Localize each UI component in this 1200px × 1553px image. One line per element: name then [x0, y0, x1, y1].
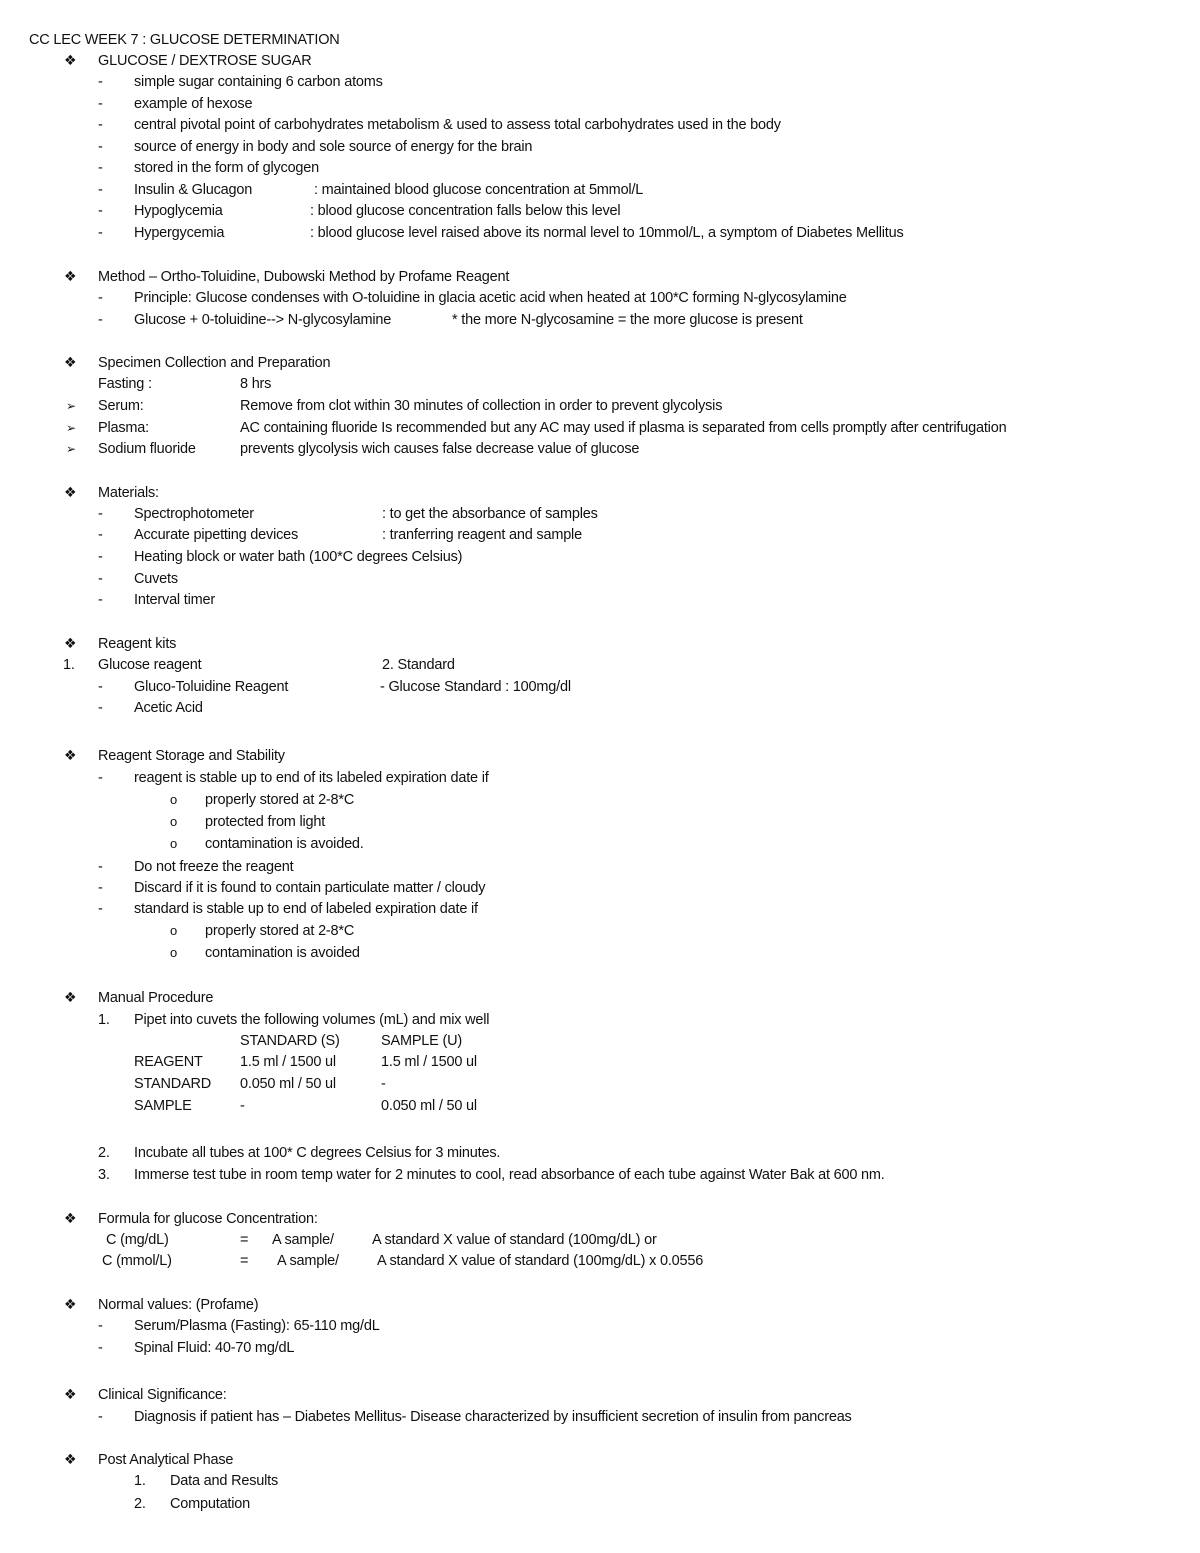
material-desc: : to get the absorbance of samples	[382, 506, 598, 522]
diamond-bullet-icon: ❖	[64, 52, 77, 68]
formula-numerator: A sample/	[272, 1232, 334, 1248]
glucose-item: simple sugar containing 6 carbon atoms	[134, 74, 383, 90]
method-reaction: Glucose + 0-toluidine--> N-glycosylamine	[134, 312, 392, 328]
dash-bullet-icon: -	[98, 679, 103, 695]
definition-text: : blood glucose level raised above its normal level to 10mmol/L, a symptom of Diabetes Mellitus	[310, 225, 904, 241]
formula-rest: A standard X value of standard (100mg/dL) or	[372, 1232, 657, 1248]
arrow-bullet-icon: ➢	[66, 399, 76, 413]
definition-term: Hypergycemia	[134, 225, 225, 241]
table-row-label: REAGENT	[134, 1054, 203, 1070]
step-text: Pipet into cuvets the following volumes (mL) and mix well	[134, 1012, 490, 1028]
arrow-bullet-icon: ➢	[66, 442, 76, 456]
specimen-text: AC containing fluoride Is recommended but any AC may used if plasma is separated from cells promptly after centrifugation	[240, 420, 1007, 436]
definition-text: : maintained blood glucose concentration at 5mmol/L	[314, 182, 644, 198]
glucose-item: stored in the form of glycogen	[134, 160, 320, 176]
table-header: SAMPLE (U)	[381, 1033, 462, 1049]
section-heading-materials: Materials:	[98, 485, 159, 501]
table-cell: -	[381, 1076, 386, 1092]
diamond-bullet-icon: ❖	[64, 1451, 77, 1467]
dash-bullet-icon: -	[98, 1318, 103, 1334]
diamond-bullet-icon: ❖	[64, 1296, 77, 1312]
dash-bullet-icon: -	[98, 880, 103, 896]
formula-equals: =	[240, 1253, 249, 1269]
storage-item: Discard if it is found to contain particulate matter / cloudy	[134, 880, 486, 896]
method-note: * the more N-glycosamine = the more glucose is present	[452, 312, 803, 328]
section-heading-specimen: Specimen Collection and Preparation	[98, 355, 331, 371]
diamond-bullet-icon: ❖	[64, 747, 77, 763]
definition-term: Insulin & Glucagon	[134, 182, 253, 198]
kit-item: Gluco-Toluidine Reagent	[134, 679, 289, 695]
dash-bullet-icon: -	[98, 859, 103, 875]
formula-lhs: C (mg/dL)	[106, 1232, 169, 1248]
formula-equals: =	[240, 1232, 249, 1248]
table-cell: 1.5 ml / 1500 ul	[240, 1054, 336, 1070]
step-text: Immerse test tube in room temp water for 2 minutes to cool, read absorbance of each tube against Water Bak at 600 nm.	[134, 1167, 885, 1183]
dash-bullet-icon: -	[98, 1340, 103, 1356]
section-heading-normal: Normal values: (Profame)	[98, 1297, 259, 1313]
normal-value: Serum/Plasma (Fasting): 65-110 mg/dL	[134, 1318, 380, 1334]
kit-column-title: 2. Standard	[382, 657, 455, 673]
dash-bullet-icon: -	[98, 290, 103, 306]
step-number: 1.	[98, 1012, 110, 1028]
fasting-value: 8 hrs	[240, 376, 272, 392]
post-item: Data and Results	[170, 1473, 279, 1489]
material-name: Interval timer	[134, 592, 215, 608]
kit-item: Acetic Acid	[134, 700, 203, 716]
fasting-label: Fasting :	[98, 376, 152, 392]
section-heading-clinical: Clinical Significance:	[98, 1387, 227, 1403]
dash-bullet-icon: -	[98, 160, 103, 176]
formula-rest: A standard X value of standard (100mg/dL) x 0.0556	[377, 1253, 704, 1269]
definition-term: Hypoglycemia	[134, 203, 223, 219]
table-cell: 0.050 ml / 50 ul	[381, 1098, 477, 1114]
section-heading-glucose: GLUCOSE / DEXTROSE SUGAR	[98, 53, 312, 69]
storage-condition: protected from light	[205, 814, 326, 830]
material-name: Spectrophotometer	[134, 506, 254, 522]
section-heading-storage: Reagent Storage and Stability	[98, 748, 285, 764]
section-heading-kits: Reagent kits	[98, 636, 177, 652]
diamond-bullet-icon: ❖	[64, 268, 77, 284]
material-name: Cuvets	[134, 571, 178, 587]
document-title: CC LEC WEEK 7 : GLUCOSE DETERMINATION	[29, 32, 340, 48]
step-text: Incubate all tubes at 100* C degrees Celsius for 3 minutes.	[134, 1145, 501, 1161]
diamond-bullet-icon: ❖	[64, 1386, 77, 1402]
dash-bullet-icon: -	[98, 549, 103, 565]
dash-bullet-icon: -	[98, 312, 103, 328]
circle-bullet-icon: o	[170, 792, 178, 807]
step-number: 2.	[134, 1496, 146, 1512]
kit-column-title: Glucose reagent	[98, 657, 202, 673]
diamond-bullet-icon: ❖	[64, 989, 77, 1005]
circle-bullet-icon: o	[170, 836, 178, 851]
storage-item: Do not freeze the reagent	[134, 859, 294, 875]
material-name: Accurate pipetting devices	[134, 527, 299, 543]
kit-item: - Glucose Standard : 100mg/dl	[380, 679, 571, 695]
table-row-label: STANDARD	[134, 1076, 212, 1092]
diamond-bullet-icon: ❖	[64, 1210, 77, 1226]
post-item: Computation	[170, 1496, 251, 1512]
section-heading-method: Method – Ortho-Toluidine, Dubowski Method by Profame Reagent	[98, 269, 510, 285]
storage-condition: contamination is avoided	[205, 945, 360, 961]
dash-bullet-icon: -	[98, 592, 103, 608]
section-heading-post: Post Analytical Phase	[98, 1452, 234, 1468]
storage-condition: properly stored at 2-8*C	[205, 792, 355, 808]
circle-bullet-icon: o	[170, 923, 178, 938]
specimen-label: Serum:	[98, 398, 144, 414]
definition-text: : blood glucose concentration falls below this level	[310, 203, 621, 219]
method-principle: Principle: Glucose condenses with O-toluidine in glacia acetic acid when heated at 100*C forming N-glycosylamine	[134, 290, 847, 306]
dash-bullet-icon: -	[98, 117, 103, 133]
glucose-item: source of energy in body and sole source of energy for the brain	[134, 139, 533, 155]
table-row-label: SAMPLE	[134, 1098, 192, 1114]
storage-item: standard is stable up to end of labeled expiration date if	[134, 901, 478, 917]
table-cell: -	[240, 1098, 245, 1114]
dash-bullet-icon: -	[98, 74, 103, 90]
formula-numerator: A sample/	[277, 1253, 339, 1269]
storage-condition: contamination is avoided.	[205, 836, 364, 852]
material-desc: : tranferring reagent and sample	[382, 527, 582, 543]
step-number: 3.	[98, 1167, 110, 1183]
section-heading-formula: Formula for glucose Concentration:	[98, 1211, 318, 1227]
storage-item: reagent is stable up to end of its labeled expiration date if	[134, 770, 489, 786]
dash-bullet-icon: -	[98, 506, 103, 522]
dash-bullet-icon: -	[98, 203, 103, 219]
glucose-item: central pivotal point of carbohydrates metabolism & used to assess total carbohydrates used in the body	[134, 117, 781, 133]
formula-lhs: C (mmol/L)	[102, 1253, 172, 1269]
step-number: 2.	[98, 1145, 110, 1161]
specimen-text: Remove from clot within 30 minutes of collection in order to prevent glycolysis	[240, 398, 723, 414]
step-number: 1.	[134, 1473, 146, 1489]
storage-condition: properly stored at 2-8*C	[205, 923, 355, 939]
dash-bullet-icon: -	[98, 700, 103, 716]
table-header: STANDARD (S)	[240, 1033, 340, 1049]
dash-bullet-icon: -	[98, 1409, 103, 1425]
specimen-text: prevents glycolysis wich causes false decrease value of glucose	[240, 441, 640, 457]
diamond-bullet-icon: ❖	[64, 354, 77, 370]
diamond-bullet-icon: ❖	[64, 484, 77, 500]
circle-bullet-icon: o	[170, 814, 178, 829]
dash-bullet-icon: -	[98, 225, 103, 241]
normal-value: Spinal Fluid: 40-70 mg/dL	[134, 1340, 295, 1356]
dash-bullet-icon: -	[98, 182, 103, 198]
kit-number: 1.	[63, 657, 75, 673]
table-cell: 1.5 ml / 1500 ul	[381, 1054, 477, 1070]
clinical-item: Diagnosis if patient has – Diabetes Mellitus- Disease characterized by insufficient secretion of insulin from pancreas	[134, 1409, 852, 1425]
diamond-bullet-icon: ❖	[64, 635, 77, 651]
material-name: Heating block or water bath (100*C degrees Celsius)	[134, 549, 463, 565]
section-heading-procedure: Manual Procedure	[98, 990, 214, 1006]
specimen-label: Plasma:	[98, 420, 149, 436]
glucose-item: example of hexose	[134, 96, 253, 112]
dash-bullet-icon: -	[98, 96, 103, 112]
dash-bullet-icon: -	[98, 527, 103, 543]
circle-bullet-icon: o	[170, 945, 178, 960]
dash-bullet-icon: -	[98, 571, 103, 587]
dash-bullet-icon: -	[98, 770, 103, 786]
table-cell: 0.050 ml / 50 ul	[240, 1076, 336, 1092]
specimen-label: Sodium fluoride	[98, 441, 196, 457]
arrow-bullet-icon: ➢	[66, 421, 76, 435]
dash-bullet-icon: -	[98, 139, 103, 155]
dash-bullet-icon: -	[98, 901, 103, 917]
